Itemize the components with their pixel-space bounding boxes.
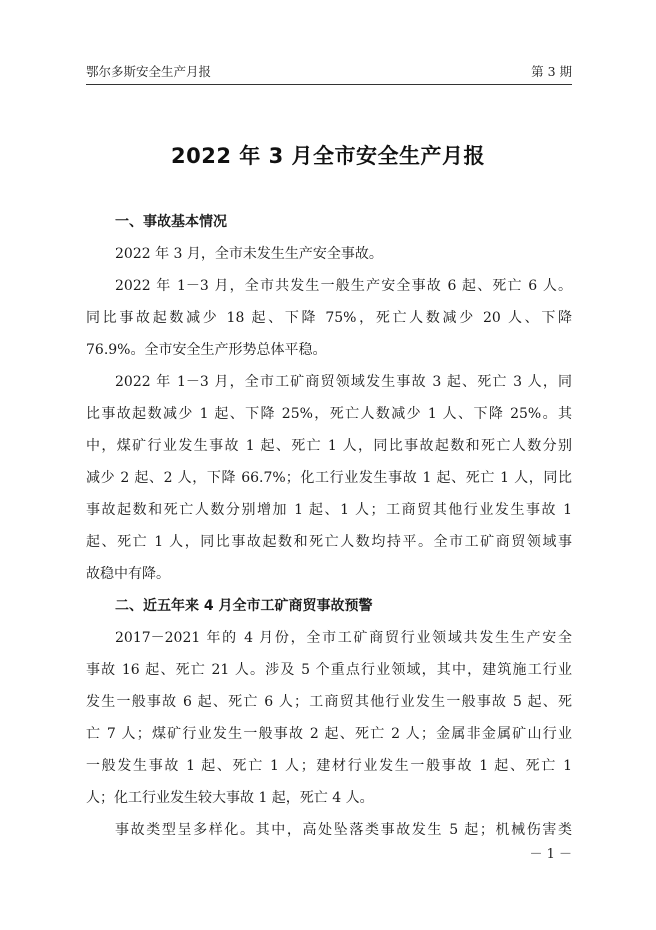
paragraph-line: 发生一般事故 6 起、死亡 6 人；工商贸其他行业发生一般事故 5 起、死	[86, 694, 572, 710]
document-body	[86, 206, 572, 846]
header-issue-number: 第 3 期	[531, 64, 572, 79]
paragraph-line: 人；化工行业发生较大事故 1 起，死亡 4 人。	[86, 790, 374, 806]
paragraph-s2-p1	[86, 622, 572, 814]
paragraph-line: 2022 年 3 月，全市未发生生产安全事故。	[115, 246, 383, 262]
paragraph-line: 76.9%。全市安全生产形势总体平稳。	[86, 342, 327, 358]
paragraph-line: 事故起数和死亡人数分别增加 1 起、1 人；工商贸其他行业发生事故 1	[86, 502, 572, 518]
paragraph-line: 同比事故起数减少 18 起、下降 75%，死亡人数减少 20 人、下降	[86, 310, 572, 326]
paragraph-line: 比事故起数减少 1 起、下降 25%，死亡人数减少 1 人、下降 25%。其	[86, 406, 572, 422]
section-heading-1: 一、事故基本情况	[115, 214, 227, 230]
paragraph-s2-p2	[86, 814, 572, 846]
paragraph-s1-p2	[86, 270, 572, 366]
paragraph-line: 事故类型呈多样化。其中，高处坠落类事故发生 5 起；机械伤害类	[115, 822, 572, 838]
paragraph-line: 事故 16 起、死亡 21 人。涉及 5 个重点行业领域，其中，建筑施工行业	[86, 662, 572, 678]
paragraph-line: 减少 2 起、2 人，下降 66.7%；化工行业发生事故 1 起、死亡 1 人，同比	[86, 470, 572, 486]
page-title: 2022 年 3 月全市安全生产月报	[171, 144, 485, 168]
paragraph-line: 中，煤矿行业发生事故 1 起、死亡 1 人，同比事故起数和死亡人数分别	[86, 438, 572, 454]
paragraph-s1-p3	[86, 366, 572, 590]
header-publication-name: 鄂尔多斯安全生产月报	[86, 64, 212, 79]
running-header	[86, 62, 572, 85]
paragraph-line: 亡 7 人；煤矿行业发生一般事故 2 起、死亡 2 人；金属非金属矿山行业	[86, 726, 572, 742]
paragraph-line: 2017－2021 年的 4 月份，全市工矿商贸行业领域共发生生产安全	[115, 630, 572, 646]
paragraph-line: 一般发生事故 1 起、死亡 1 人；建材行业发生一般事故 1 起、死亡 1	[86, 758, 572, 774]
paragraph-line: 故稳中有降。	[86, 566, 170, 582]
paragraph-line: 起、死亡 1 人，同比事故起数和死亡人数均持平。全市工矿商贸领域事	[86, 534, 572, 550]
paragraph-line: 2022 年 1－3 月，全市工矿商贸领域发生事故 3 起、死亡 3 人，同	[115, 374, 572, 390]
page-number: － 1 －	[529, 847, 572, 862]
paragraph-s1-p1	[86, 238, 572, 270]
section-heading-2: 二、近五年来 4 月全市工矿商贸事故预警	[115, 598, 373, 614]
paragraph-line: 2022 年 1－3 月，全市共发生一般生产安全事故 6 起、死亡 6 人。	[115, 278, 572, 294]
